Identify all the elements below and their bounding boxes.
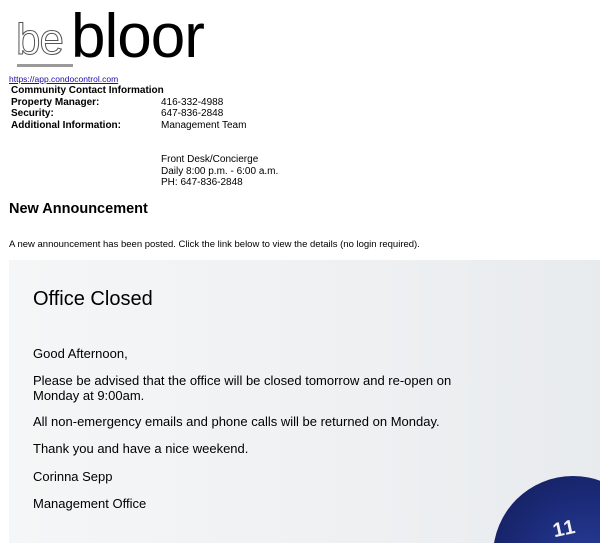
contact-label: Property Manager: xyxy=(11,96,100,108)
signature-name: Corinna Sepp xyxy=(33,469,113,484)
contact-row-property-manager xyxy=(11,97,246,109)
contact-value: 647-836-2848 xyxy=(161,108,224,119)
closing: Thank you and have a nice weekend. xyxy=(33,441,249,456)
contact-heading: Community Contact Information xyxy=(11,85,164,96)
contact-label: Additional Information: xyxy=(11,119,121,131)
bebloor-logo xyxy=(16,2,226,71)
front-desk-phone: PH: 647-836-2848 xyxy=(161,177,243,188)
announcement-intro: A new announcement has been posted. Click the link below to view the details (no login required). xyxy=(9,239,420,250)
contact-value: 416-332-4988 xyxy=(161,96,224,108)
announcement-title: Office Closed xyxy=(33,288,153,310)
announcement-card[interactable] xyxy=(9,260,600,543)
greeting: Good Afternoon, xyxy=(33,346,128,361)
contact-row-security xyxy=(11,108,246,120)
decorative-badge-image xyxy=(493,476,600,543)
logo-be: be xyxy=(16,15,63,64)
signature-office: Management Office xyxy=(33,496,147,511)
front-desk-info xyxy=(161,154,278,189)
contact-row-additional xyxy=(11,120,246,132)
announcement-heading: New Announcement xyxy=(9,201,148,217)
community-contact-info xyxy=(11,85,246,131)
portal-link[interactable]: https://app.condocontrol.com xyxy=(9,74,119,84)
logo-underline xyxy=(17,64,73,67)
body-paragraph: Please be advised that the office will be closed tomorrow and re-open on Monday at 9:00am. xyxy=(33,373,452,403)
logo-bloor: bloor xyxy=(71,2,204,71)
contact-value: Management Team xyxy=(161,119,247,131)
front-desk-line: Front Desk/Concierge xyxy=(161,154,259,165)
front-desk-hours: Daily 8:00 p.m. - 6:00 a.m. xyxy=(161,165,279,177)
contact-label: Security: xyxy=(11,108,54,119)
body-paragraph: All non-emergency emails and phone calls will be returned on Monday. xyxy=(33,414,440,429)
badge-number: 11 xyxy=(550,515,579,543)
